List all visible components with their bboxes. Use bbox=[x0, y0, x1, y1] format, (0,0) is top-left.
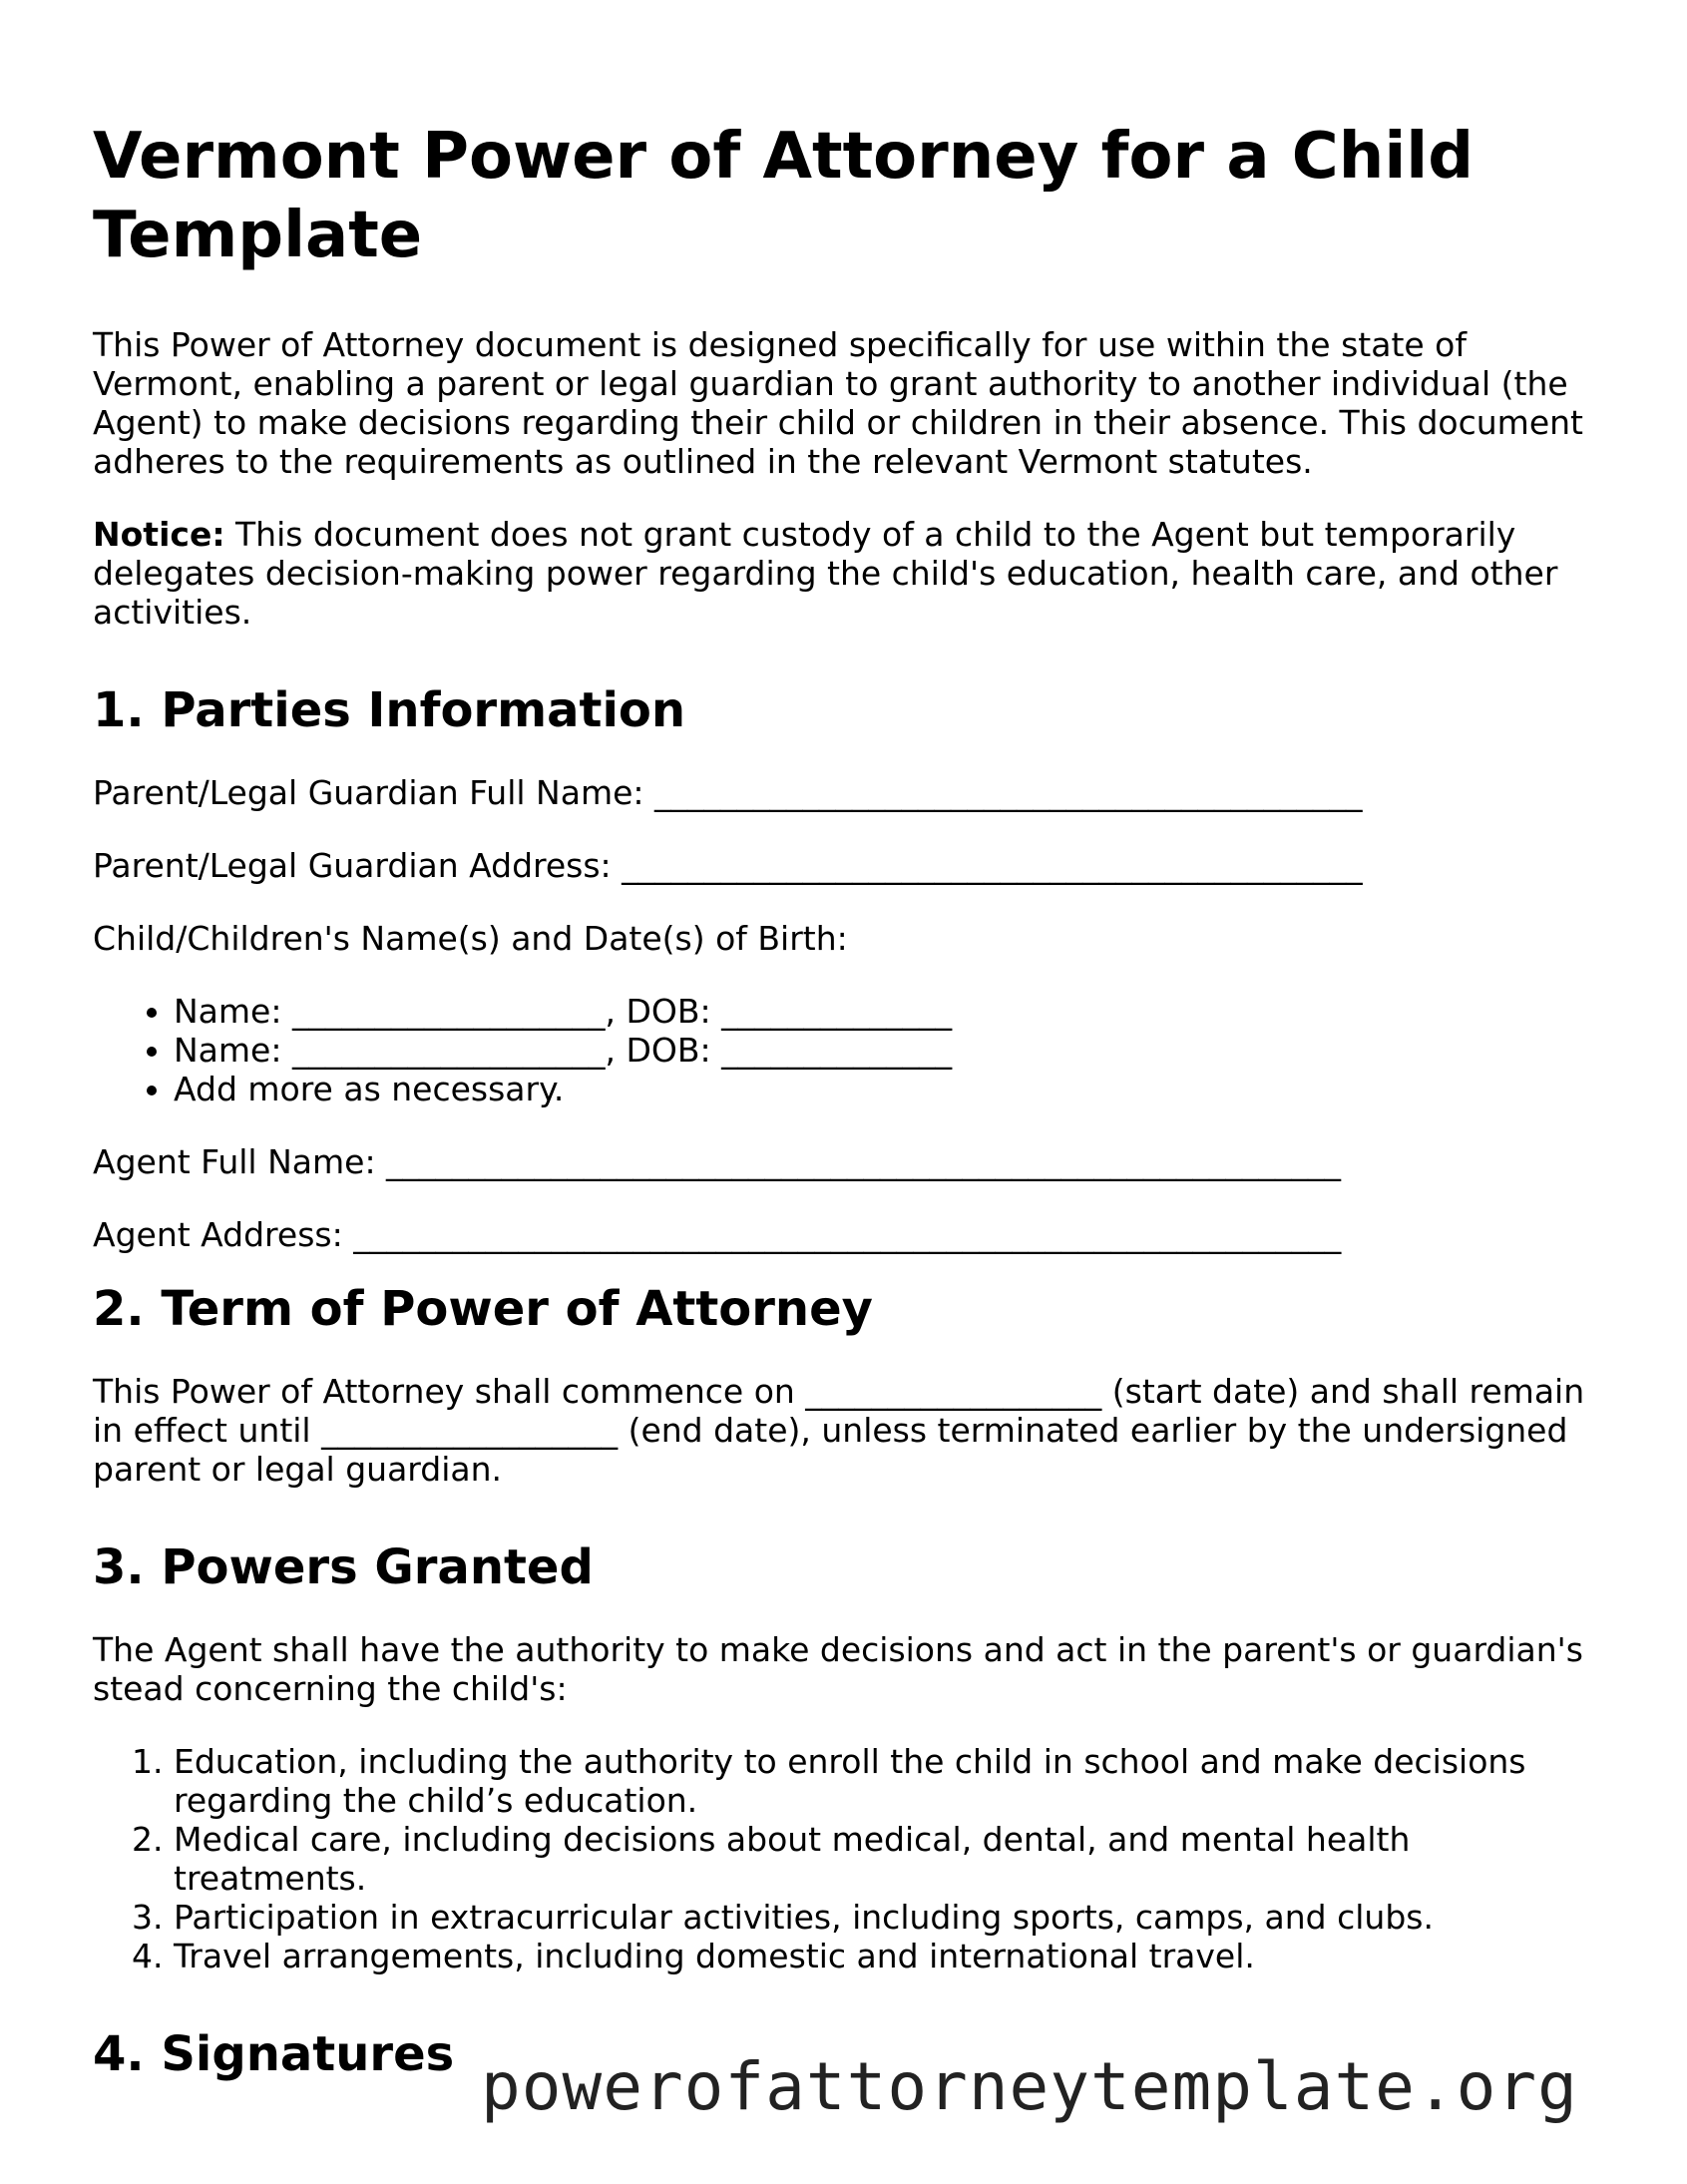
page-title: Vermont Power of Attorney for a Child Template bbox=[93, 120, 1474, 272]
list-item: • Name: ___________________, DOB: ______________ bbox=[174, 992, 1609, 1031]
notice-label: Notice: bbox=[93, 515, 225, 554]
intro-paragraph: This Power of Attorney document is designed specifically for use within the state of Vermont, enabling a parent or legal guardian to grant authority to another individual (the Agent) to make decisions regarding their child or children in their absence. This document adheres to the requirements as outlined in the relevant Vermont statutes. bbox=[93, 325, 1583, 481]
list-item: 1. Education, including the authority to enroll the child in school and make decisions regarding the child’s education. bbox=[174, 1742, 1609, 1820]
section-2-heading: 2. Term of Power of Attorney bbox=[93, 1281, 873, 1337]
section-3-heading: 3. Powers Granted bbox=[93, 1539, 594, 1595]
list-item: 2. Medical care, including decisions about medical, dental, and mental health treatments. bbox=[174, 1820, 1609, 1898]
section-4-heading: 4. Signatures bbox=[93, 2026, 455, 2082]
list-item: 4. Travel arrangements, including domestic and international travel. bbox=[174, 1937, 1609, 1975]
children-list bbox=[93, 992, 1609, 1108]
section-1-heading: 1. Parties Information bbox=[93, 682, 686, 738]
notice-paragraph bbox=[93, 515, 1609, 632]
list-item: • Name: ___________________, DOB: ______________ bbox=[174, 1031, 1609, 1070]
term-paragraph: This Power of Attorney shall commence on __________________ (start date) and shall remain in effect until __________________ (end date), unless terminated earlier by the undersigned parent or legal guardian. bbox=[93, 1372, 1585, 1489]
powers-intro: The Agent shall have the authority to make decisions and act in the parent's or guardian's stead concerning the child's: bbox=[93, 1630, 1583, 1708]
agent-name-field: Agent Full Name: __________________________________________________________ bbox=[93, 1142, 1342, 1181]
watermark: powerofattorneytemplate.org bbox=[481, 2048, 1578, 2125]
children-label: Child/Children's Name(s) and Date(s) of Birth: bbox=[93, 919, 848, 958]
powers-list bbox=[93, 1742, 1609, 1975]
notice-text: This document does not grant custody of a child to the Agent but temporarily delegates decision-making power regarding the child's education, health care, and other activities. bbox=[93, 515, 1558, 632]
document-page bbox=[93, 118, 1609, 2117]
guardian-name-field: Parent/Legal Guardian Full Name: ___________________________________________ bbox=[93, 773, 1363, 812]
list-item: • Add more as necessary. bbox=[174, 1070, 1609, 1108]
list-item: 3. Participation in extracurricular activities, including sports, camps, and clubs. bbox=[174, 1898, 1609, 1937]
guardian-address-field: Parent/Legal Guardian Address: _____________________________________________ bbox=[93, 846, 1363, 885]
agent-address-field: Agent Address: ____________________________________________________________ bbox=[93, 1215, 1342, 1254]
